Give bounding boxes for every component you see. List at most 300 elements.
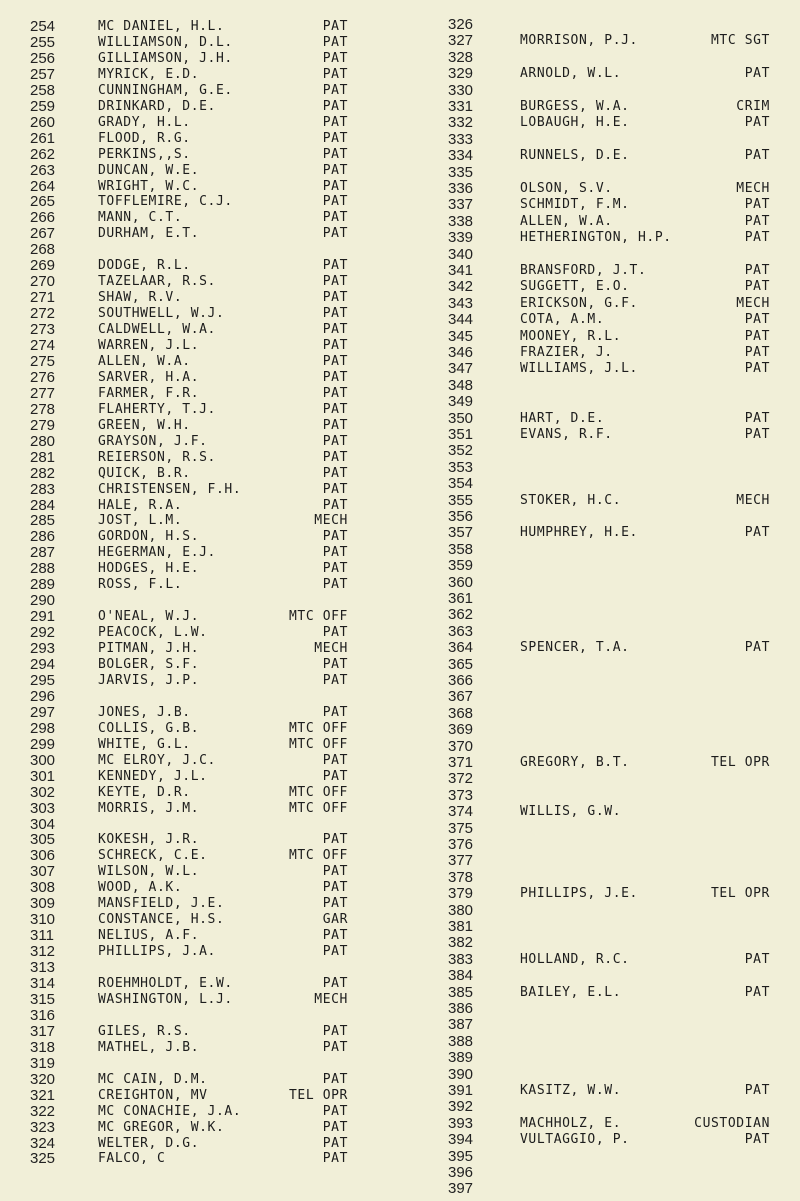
entry-number: 271 [30, 289, 56, 307]
entry-number: 336 [448, 180, 474, 197]
entry-number: 293 [30, 640, 56, 658]
entry-name: HODGES, H.E. [98, 561, 200, 577]
entry-name: KASITZ, W.W. [520, 1083, 622, 1098]
entry-name: FRAZIER, J. [520, 345, 613, 360]
entry-number: 270 [30, 273, 56, 291]
entry-name: FLOOD, R.G. [98, 130, 191, 146]
entry-role: PAT [322, 976, 348, 991]
entry-number: 333 [448, 130, 474, 148]
entry-name: WASHINGTON, L.J. [98, 991, 233, 1007]
entry-number: 389 [448, 1049, 474, 1067]
entry-number: 284 [30, 496, 56, 514]
entry-number: 383 [448, 950, 474, 968]
entry-role: PAT [322, 832, 348, 848]
entry-number: 269 [30, 257, 56, 275]
entry-name: BRANSFORD, J.T. [520, 263, 647, 278]
entry-number: 319 [30, 1054, 56, 1072]
entry-name: SCHMIDT, F.M. [520, 197, 630, 213]
entry-number: 260 [30, 113, 56, 131]
entry-name: WELTER, D.G. [98, 1135, 200, 1151]
entry-name: HEGERMAN, E.J. [98, 545, 216, 561]
entry-name: LOBAUGH, H.E. [520, 115, 630, 131]
entry-role: PAT [322, 306, 348, 322]
entry-number: 268 [30, 241, 56, 259]
entry-number: 314 [30, 975, 56, 992]
entry-number: 298 [30, 719, 56, 737]
entry-role: PAT [322, 1151, 348, 1167]
entry-name: MORRISON, P.J. [520, 33, 638, 49]
entry-role: MTC SGT [711, 33, 770, 49]
entry-number: 274 [30, 337, 56, 354]
entry-role: PAT [322, 449, 348, 465]
entry-role: PAT [322, 385, 348, 401]
entry-name: MYRICK, E.D. [98, 66, 200, 82]
entry-number: 394 [448, 1131, 474, 1149]
entry-role: MTC OFF [289, 848, 348, 864]
entry-name: DUNCAN, W.E. [98, 162, 200, 178]
entry-name: VULTAGGIO, P. [520, 1132, 630, 1148]
entry-number: 263 [30, 161, 56, 179]
entry-number: 327 [448, 32, 474, 50]
entry-number: 344 [448, 311, 474, 329]
entry-number: 267 [30, 225, 56, 243]
entry-number: 372 [448, 770, 474, 788]
entry-name: TOFFLEMIRE, C.J. [98, 194, 233, 210]
entry-role: PAT [322, 1071, 348, 1087]
entry-name: PITMAN, J.H. [98, 641, 200, 657]
entry-number: 368 [448, 704, 474, 722]
entry-number: 338 [448, 212, 474, 230]
entry-number: 387 [448, 1016, 474, 1034]
entry-role: PAT [744, 361, 770, 377]
entry-name: WHITE, G.L. [98, 736, 191, 752]
entry-name: CALDWELL, W.A. [98, 322, 216, 338]
entry-number: 326 [448, 16, 474, 33]
entry-number: 316 [30, 1006, 56, 1024]
entry-number: 345 [448, 327, 474, 345]
entry-number: 315 [30, 990, 56, 1008]
entry-name: ERICKSON, G.F. [520, 295, 638, 311]
entry-name: MANN, C.T. [98, 210, 183, 226]
entry-name: COTA, A.M. [520, 312, 605, 328]
entry-role: PAT [322, 210, 348, 226]
entry-role: PAT [322, 353, 348, 369]
entry-name: MATHEL, J.B. [98, 1039, 200, 1055]
entry-role: MECH [736, 492, 770, 508]
entry-number: 376 [448, 836, 474, 853]
entry-name: MC ELROY, J.C. [98, 752, 216, 768]
entry-number: 255 [30, 33, 56, 51]
entry-number: 340 [448, 245, 474, 263]
entry-name: ROSS, F.L. [98, 577, 183, 593]
entry-role: TEL OPR [711, 886, 770, 902]
entry-number: 351 [448, 426, 474, 443]
entry-role: MECH [736, 295, 770, 311]
entry-role: PAT [322, 130, 348, 146]
entry-name: FARMER, F.R. [98, 385, 200, 401]
entry-name: JONES, J.B. [98, 704, 191, 720]
entry-number: 313 [30, 959, 56, 977]
entry-number: 330 [448, 81, 474, 99]
entry-role: PAT [744, 148, 770, 164]
entry-number: 295 [30, 671, 56, 689]
entry-role: PAT [322, 880, 348, 896]
entry-number: 358 [448, 540, 474, 558]
entry-role: PAT [322, 497, 348, 513]
entry-name: ALLEN, W.A. [98, 353, 191, 369]
entry-name: BAILEY, E.L. [520, 984, 622, 1000]
entry-name: GRADY, H.L. [98, 114, 191, 130]
entry-name: MACHHOLZ, E. [520, 1115, 622, 1131]
entry-name: GILES, R.S. [98, 1023, 191, 1039]
entry-number: 354 [448, 475, 474, 493]
entry-number: 301 [30, 767, 56, 785]
entry-role: PAT [322, 82, 348, 98]
entry-name: TAZELAAR, R.S. [98, 274, 216, 290]
entry-number: 382 [448, 934, 474, 952]
entry-name: COLLIS, G.B. [98, 720, 200, 736]
entry-number: 303 [30, 799, 56, 817]
entry-number: 353 [448, 458, 474, 476]
entry-number: 308 [30, 879, 56, 897]
entry-number: 320 [30, 1070, 56, 1088]
entry-number: 370 [448, 737, 474, 755]
entry-number: 257 [30, 65, 56, 83]
entry-role: PAT [744, 1083, 770, 1098]
entry-name: MC DANIEL, H.L. [98, 19, 225, 34]
entry-name: WILLIAMSON, D.L. [98, 34, 233, 50]
entry-name: ROEHMHOLDT, E.W. [98, 976, 233, 991]
entry-number: 265 [30, 193, 56, 211]
entry-number: 363 [448, 622, 474, 640]
entry-role: PAT [322, 19, 348, 34]
entry-name: DODGE, R.L. [98, 258, 191, 274]
entry-number: 280 [30, 432, 56, 450]
entry-name: ARNOLD, W.L. [520, 66, 622, 82]
entry-name: CUNNINGHAM, G.E. [98, 82, 233, 98]
entry-number: 254 [30, 18, 56, 35]
entry-number: 343 [448, 294, 474, 312]
entry-role: PAT [744, 213, 770, 229]
entry-number: 306 [30, 847, 56, 865]
entry-role: PAT [322, 625, 348, 641]
entry-number: 296 [30, 687, 56, 705]
entry-name: SARVER, H.A. [98, 369, 200, 385]
entry-number: 275 [30, 352, 56, 370]
entry-role: PAT [322, 944, 348, 960]
entry-role: CUSTODIAN [694, 1115, 770, 1131]
entry-role: PAT [322, 465, 348, 481]
entry-role: PAT [322, 401, 348, 417]
entry-number: 323 [30, 1118, 56, 1136]
entry-name: FALCO, C [98, 1151, 166, 1167]
entry-number: 331 [448, 98, 474, 115]
entry-number: 355 [448, 491, 474, 509]
entry-number: 329 [448, 65, 474, 83]
entry-number: 287 [30, 544, 56, 562]
entry-number: 373 [448, 786, 474, 804]
entry-role: PAT [322, 194, 348, 210]
entry-number: 286 [30, 528, 56, 546]
entry-name: GILLIAMSON, J.H. [98, 50, 233, 66]
entry-role: PAT [322, 114, 348, 130]
entry-number: 386 [448, 1000, 474, 1017]
entry-number: 294 [30, 656, 56, 673]
entry-role: PAT [322, 226, 348, 242]
entry-name: SPENCER, T.A. [520, 640, 630, 656]
entry-number: 378 [448, 868, 474, 886]
entry-number: 258 [30, 81, 56, 99]
entry-role: PAT [322, 561, 348, 577]
entry-name: HUMPHREY, H.E. [520, 525, 638, 541]
entry-role: PAT [744, 230, 770, 246]
entry-number: 332 [448, 114, 474, 132]
entry-number: 288 [30, 560, 56, 578]
entry-role: PAT [322, 433, 348, 449]
entry-name: BOLGER, S.F. [98, 657, 200, 672]
entry-role: PAT [322, 1119, 348, 1135]
entry-number: 367 [448, 688, 474, 706]
entry-number: 365 [448, 655, 474, 673]
entry-number: 390 [448, 1065, 474, 1083]
entry-number: 264 [30, 177, 56, 195]
entry-role: PAT [744, 410, 770, 426]
entry-number: 381 [448, 918, 474, 935]
entry-number: 276 [30, 368, 56, 386]
entry-name: DURHAM, E.T. [98, 226, 200, 242]
entry-name: GREGORY, B.T. [520, 755, 630, 770]
entry-role: PAT [744, 115, 770, 131]
entry-name: PEACOCK, L.W. [98, 625, 208, 641]
entry-number: 277 [30, 384, 56, 402]
entry-name: WARREN, J.L. [98, 338, 200, 353]
entry-role: PAT [744, 345, 770, 360]
entry-number: 379 [448, 885, 474, 903]
entry-number: 342 [448, 278, 474, 296]
entry-name: SHAW, R.V. [98, 290, 183, 306]
entry-name: KEYTE, D.R. [98, 784, 191, 800]
entry-role: PAT [322, 928, 348, 944]
entry-number: 322 [30, 1102, 56, 1120]
entry-number: 311 [30, 927, 54, 945]
entry-role: PAT [322, 545, 348, 561]
entry-role: PAT [744, 263, 770, 278]
entry-number: 388 [448, 1032, 474, 1050]
entry-name: HART, D.E. [520, 410, 605, 426]
entry-number: 283 [30, 480, 56, 498]
entry-name: O'NEAL, W.J. [98, 609, 200, 625]
entry-number: 291 [30, 608, 56, 626]
entry-name: KOKESH, J.R. [98, 832, 200, 848]
entry-number: 302 [30, 783, 56, 801]
entry-number: 256 [30, 49, 56, 67]
entry-role: PAT [322, 290, 348, 306]
entry-role: CRIM [736, 99, 770, 114]
entry-role: PAT [322, 34, 348, 50]
entry-number: 279 [30, 416, 56, 434]
entry-number: 309 [30, 895, 56, 913]
entry-role: PAT [322, 768, 348, 784]
entry-name: WILLIS, G.W. [520, 804, 622, 820]
entry-number: 375 [448, 819, 474, 837]
entry-number: 384 [448, 967, 474, 985]
entry-number: 324 [30, 1134, 56, 1152]
entry-number: 266 [30, 209, 56, 227]
entry-name: MC CAIN, D.M. [98, 1071, 208, 1087]
entry-role: PAT [322, 322, 348, 338]
entry-number: 357 [448, 524, 474, 542]
entry-name: JOST, L.M. [98, 513, 183, 529]
entry-name: ALLEN, W.A. [520, 213, 613, 229]
entry-number: 350 [448, 409, 474, 427]
entry-number: 346 [448, 344, 474, 361]
entry-name: JARVIS, J.P. [98, 672, 200, 688]
entry-name: GORDON, H.S. [98, 529, 200, 545]
entry-name: NELIUS, A.F. [98, 928, 200, 944]
entry-name: OLSON, S.V. [520, 181, 613, 196]
entry-role: PAT [744, 951, 770, 967]
entry-role: PAT [322, 258, 348, 274]
entry-name: MC GREGOR, W.K. [98, 1119, 225, 1135]
entry-role: PAT [322, 1023, 348, 1039]
entry-number: 393 [448, 1114, 474, 1132]
entry-name: STOKER, H.C. [520, 492, 622, 508]
entry-name: HALE, R.A. [98, 497, 183, 513]
entry-number: 282 [30, 464, 56, 482]
entry-number: 339 [448, 229, 474, 247]
entry-number: 341 [448, 262, 474, 279]
entry-name: PHILLIPS, J.A. [98, 944, 216, 960]
entry-number: 356 [448, 508, 474, 525]
entry-number: 391 [448, 1082, 474, 1099]
entry-role: PAT [744, 328, 770, 344]
entry-number: 325 [30, 1150, 56, 1168]
entry-role: PAT [322, 417, 348, 433]
entry-number: 361 [448, 590, 474, 607]
entry-number: 318 [30, 1038, 56, 1056]
entry-name: EVANS, R.F. [520, 427, 613, 442]
entry-role: PAT [744, 197, 770, 213]
entry-name: WRIGHT, W.C. [98, 178, 200, 194]
entry-name: GRAYSON, J.F. [98, 433, 208, 449]
entry-number: 304 [30, 815, 56, 833]
entry-role: MECH [736, 181, 770, 196]
entry-name: SCHRECK, C.E. [98, 848, 208, 864]
entry-role: PAT [322, 369, 348, 385]
entry-name: KENNEDY, J.L. [98, 768, 208, 784]
entry-number: 290 [30, 592, 56, 610]
entry-number: 337 [448, 196, 474, 214]
entry-role: MTC OFF [289, 784, 348, 800]
entry-number: 374 [448, 803, 474, 821]
entry-role: PAT [744, 525, 770, 541]
entry-role: PAT [322, 162, 348, 178]
entry-number: 359 [448, 557, 474, 575]
entry-number: 349 [448, 393, 474, 411]
entry-number: 317 [30, 1022, 56, 1040]
entry-number: 366 [448, 672, 474, 689]
entry-number: 328 [448, 48, 474, 66]
entry-role: PAT [322, 529, 348, 545]
entry-name: SOUTHWELL, W.J. [98, 306, 225, 322]
entry-number: 360 [448, 573, 474, 591]
entry-number: 380 [448, 901, 474, 919]
entry-role: TEL OPR [711, 755, 770, 770]
entry-name: HOLLAND, R.C. [520, 951, 630, 967]
entry-role: PAT [322, 752, 348, 768]
entry-role: PAT [322, 146, 348, 162]
entry-name: WILLIAMS, J.L. [520, 361, 638, 377]
entry-number: 259 [30, 97, 56, 115]
entry-number: 362 [448, 606, 474, 624]
entry-role: MECH [314, 641, 348, 657]
entry-number: 310 [30, 911, 56, 929]
entry-name: BURGESS, W.A. [520, 99, 630, 114]
entry-number: 371 [448, 754, 474, 771]
entry-number: 364 [448, 639, 474, 657]
entry-name: CONSTANCE, H.S. [98, 912, 225, 928]
entry-number: 272 [30, 305, 56, 323]
entry-name: FLAHERTY, T.J. [98, 401, 216, 417]
entry-name: GREEN, W.H. [98, 417, 191, 433]
entry-role: PAT [322, 657, 348, 672]
entry-number: 299 [30, 735, 56, 753]
entry-role: PAT [744, 1132, 770, 1148]
entry-role: MTC OFF [289, 720, 348, 736]
entry-role: PAT [322, 338, 348, 353]
entry-role: PAT [322, 577, 348, 593]
entry-name: MOONEY, R.L. [520, 328, 622, 344]
entry-role: GAR [322, 912, 348, 928]
entry-number: 292 [30, 624, 56, 642]
entry-number: 392 [448, 1098, 474, 1116]
entry-number: 348 [448, 376, 474, 394]
entry-name: WILSON, W.L. [98, 864, 200, 880]
entry-number: 312 [30, 943, 56, 961]
entry-role: PAT [744, 427, 770, 442]
entry-role: PAT [322, 178, 348, 194]
entry-number: 321 [30, 1086, 56, 1104]
entry-number: 369 [448, 721, 474, 739]
entry-name: CHRISTENSEN, F.H. [98, 481, 242, 497]
entry-number: 278 [30, 400, 56, 418]
entry-role: MECH [314, 991, 348, 1007]
entry-number: 352 [448, 442, 474, 460]
entry-role: PAT [744, 66, 770, 82]
entry-number: 385 [448, 983, 474, 1001]
entry-number: 261 [30, 129, 56, 147]
entry-number: 395 [448, 1147, 474, 1165]
entry-role: PAT [322, 896, 348, 912]
entry-name: CREIGHTON, MV [98, 1087, 208, 1103]
entry-role: MTC OFF [289, 800, 348, 816]
entry-name: MORRIS, J.M. [98, 800, 200, 816]
entry-role: PAT [322, 66, 348, 82]
entry-name: SUGGETT, E.O. [520, 279, 630, 295]
entry-role: PAT [322, 1039, 348, 1055]
entry-number: 297 [30, 703, 56, 721]
entry-role: PAT [322, 274, 348, 290]
entry-number: 300 [30, 751, 56, 769]
entry-role: PAT [322, 672, 348, 688]
entry-name: PERKINS,,S. [98, 146, 191, 162]
entry-name: HETHERINGTON, H.P. [520, 230, 672, 246]
entry-role: MECH [314, 513, 348, 529]
entry-role: PAT [322, 704, 348, 720]
entry-number: 396 [448, 1164, 474, 1181]
entry-number: 377 [448, 852, 474, 870]
entry-number: 347 [448, 360, 474, 378]
